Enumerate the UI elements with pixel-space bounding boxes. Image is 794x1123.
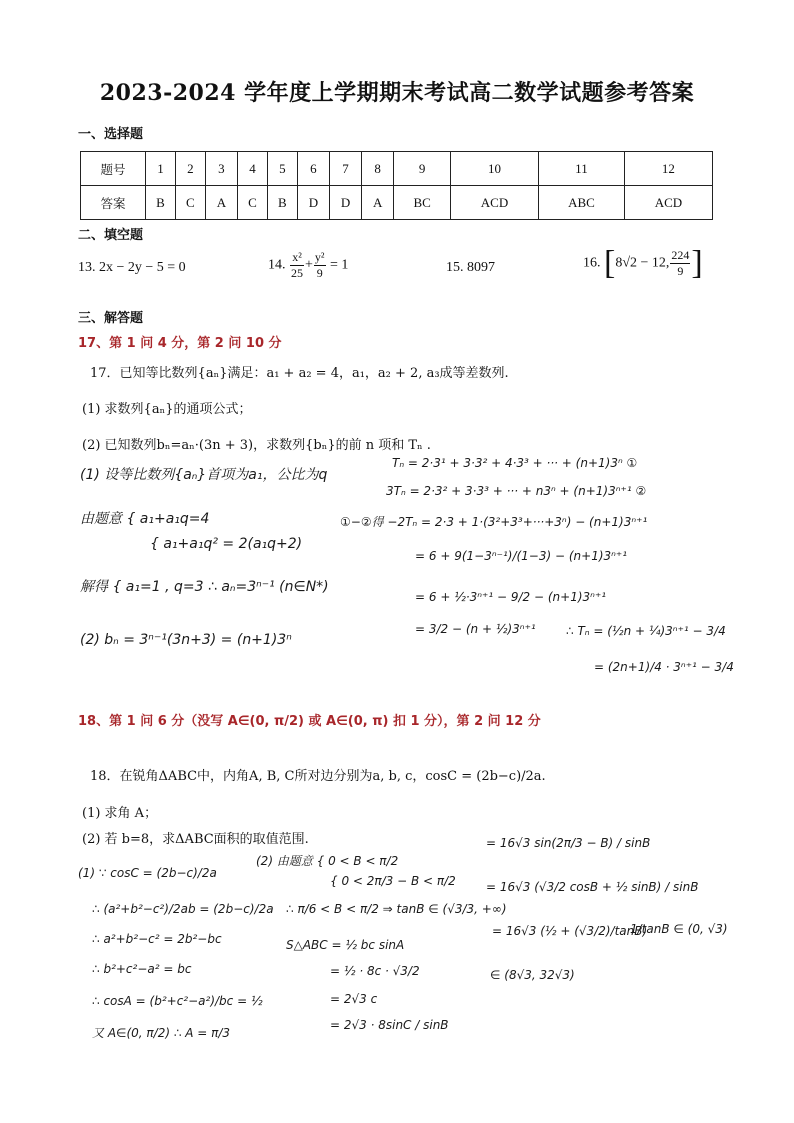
handwriting-line: (2) 由题意 { 0 < B < π/2 [256, 854, 399, 868]
answer-text: 8097 [467, 260, 495, 275]
handwriting-line: = 2√3 c [330, 992, 378, 1006]
answer-text: 2x − 2y − 5 = 0 [99, 260, 186, 275]
question-17-part1: (1) 求数列{aₙ}的通项公式； [82, 402, 252, 417]
table-header-cell: 题号 [81, 152, 146, 186]
answer-table [80, 151, 713, 220]
plus-sign: + [305, 257, 313, 273]
table-cell: A [362, 186, 394, 220]
table-cell: ACD [451, 186, 539, 220]
handwriting-line: 3Tₙ = 2·3² + 3·3³ + ··· + n3ⁿ + (n+1)3ⁿ⁺¹ ② [386, 484, 647, 498]
scoring-note-18: 18、第 1 问 6 分（没写 A∈(0, π/2) 或 A∈(0, π) 扣 1 分），第 2 问 12 分 [78, 714, 541, 729]
table-cell: D [297, 186, 329, 220]
table-cell: 1 [146, 152, 176, 186]
handwriting-line: ∈ (8√3, 32√3) [490, 968, 575, 982]
handwriting-line: = 16√3 (½ + (√3/2)/tanB) [492, 924, 648, 938]
table-cell: C [237, 186, 267, 220]
table-cell: 12 [624, 152, 712, 186]
fraction [290, 250, 304, 281]
table-row-numbers [81, 152, 713, 186]
table-cell: 10 [451, 152, 539, 186]
denominator: 25 [291, 266, 303, 280]
numerator: 224 [671, 248, 690, 262]
table-cell: 2 [175, 152, 205, 186]
section-heading-choice: 一、选择题 [78, 127, 144, 142]
handwriting-line: = 16√3 sin(2π/3 − B) / sinB [486, 836, 651, 850]
fraction [670, 248, 690, 279]
fill-answer-15 [446, 260, 495, 276]
handwriting-line: (1) 设等比数列{aₙ}首项为a₁，公比为q [80, 467, 328, 483]
handwriting-line: 又 A∈(0, π/2) ∴ A = π/3 [92, 1026, 231, 1040]
table-cell: 7 [329, 152, 361, 186]
handwriting-line: (2) bₙ = 3ⁿ⁻¹(3n+3) = (n+1)3ⁿ [80, 632, 292, 648]
handwriting-line: ①−②得 −2Tₙ = 2·3 + 1·(3²+3³+···+3ⁿ) − (n+1)3ⁿ⁺¹ [340, 515, 648, 529]
fraction [314, 250, 326, 281]
table-row-answers [81, 186, 713, 220]
handwriting-line: ∴ a²+b²−c² = 2b²−bc [92, 932, 222, 946]
question-18-part2: (2) 若 b=8，求ΔABC面积的取值范围. [82, 832, 309, 847]
handwriting-line: 解得 { a₁=1 , q=3 ∴ aₙ=3ⁿ⁻¹ (n∈N*) [80, 579, 329, 595]
right-bracket: ] [691, 244, 703, 282]
handwriting-line: = 6 + 9(1−3ⁿ⁻¹)/(1−3) − (n+1)3ⁿ⁺¹ [415, 549, 628, 563]
equals-one: = 1 [330, 257, 349, 273]
table-cell: 11 [539, 152, 625, 186]
handwriting-line: = 3/2 − (n + ½)3ⁿ⁺¹ [415, 622, 536, 636]
question-number: 15. [446, 260, 464, 275]
table-cell: 3 [205, 152, 237, 186]
question-17-part2: (2) 已知数列bₙ=aₙ·(3n + 3)，求数列{bₙ}的前 n 项和 Tₙ . [82, 438, 431, 453]
table-cell: D [329, 186, 361, 220]
question-17-stem: 17．已知等比数列{aₙ}满足：a₁ + a₂ = 4，a₁，a₂ + 2, a₃成等差数列. [90, 366, 509, 381]
handwriting-line: ∴ π/6 < B < π/2 ⇒ tanB ∈ (√3/3, +∞) [286, 902, 507, 916]
left-bracket: [ [604, 244, 616, 282]
scoring-note-17: 17、第 1 问 4 分，第 2 问 10 分 [78, 336, 282, 351]
handwriting-line: { 0 < 2π/3 − B < π/2 [330, 874, 456, 888]
table-cell: 4 [237, 152, 267, 186]
handwriting-line: S△ABC = ½ bc sinA [286, 938, 405, 952]
table-cell: BC [394, 186, 451, 220]
question-18-part1: (1) 求角 A； [82, 806, 158, 821]
handwriting-line: ∴ (a²+b²−c²)/2ab = (2b−c)/2a [92, 902, 274, 916]
handwriting-line: ∴ cosA = (b²+c²−a²)/bc = ½ [92, 994, 263, 1008]
fill-answer-16 [583, 244, 703, 282]
table-cell: B [267, 186, 297, 220]
handwriting-line: = 16√3 (√3/2 cosB + ½ sinB) / sinB [486, 880, 699, 894]
handwriting-line: { a₁+a₁q² = 2(a₁q+2) [150, 536, 303, 552]
handwriting-line: (1) ∵ cosC = (2b−c)/2a [78, 866, 217, 880]
handwriting-line: = ½ · 8c · √3/2 [330, 964, 420, 978]
question-18-stem: 18．在锐角ΔABC中，内角A, B, C所对边分别为a, b, c，cosC = (2b−c)/2a. [90, 769, 546, 784]
table-cell: 5 [267, 152, 297, 186]
handwriting-line: = 6 + ½·3ⁿ⁺¹ − 9/2 − (n+1)3ⁿ⁺¹ [415, 590, 607, 604]
fill-answer-14 [268, 250, 348, 281]
question-number: 13. [78, 260, 96, 275]
handwriting-line: = (2n+1)/4 · 3ⁿ⁺¹ − 3/4 [594, 660, 734, 674]
table-cell: C [175, 186, 205, 220]
handwriting-line: 1/tanB ∈ (0, √3) [630, 922, 728, 936]
denominator: 9 [316, 266, 323, 280]
section-heading-fill: 二、填空题 [78, 228, 144, 243]
handwriting-line: = 2√3 · 8sinC / sinB [330, 1018, 449, 1032]
handwriting-line: 由题意 { a₁+a₁q=4 [80, 511, 210, 527]
table-cell: 9 [394, 152, 451, 186]
fill-answer-13 [78, 260, 186, 276]
handwriting-line: Tₙ = 2·3¹ + 3·3² + 4·3³ + ··· + (n+1)3ⁿ ① [392, 456, 638, 470]
table-cell: 6 [297, 152, 329, 186]
table-header-cell: 答案 [81, 186, 146, 220]
numerator: y² [314, 250, 325, 264]
answer-text: 8√2 − 12, [615, 255, 670, 271]
table-cell: A [205, 186, 237, 220]
page-title: 2023-2024 学年度上学期期末考试高二数学试题参考答案 [99, 80, 695, 106]
question-number: 14. [268, 257, 286, 273]
denominator: 9 [677, 264, 684, 278]
table-cell: B [146, 186, 176, 220]
handwriting-line: ∴ b²+c²−a² = bc [92, 962, 192, 976]
section-heading-solve: 三、解答题 [78, 311, 144, 326]
table-cell: 8 [362, 152, 394, 186]
question-number: 16. [583, 255, 601, 271]
table-cell: ACD [624, 186, 712, 220]
table-cell: ABC [539, 186, 625, 220]
numerator: x² [290, 250, 304, 266]
handwriting-line: ∴ Tₙ = (½n + ¼)3ⁿ⁺¹ − 3/4 [566, 624, 726, 638]
